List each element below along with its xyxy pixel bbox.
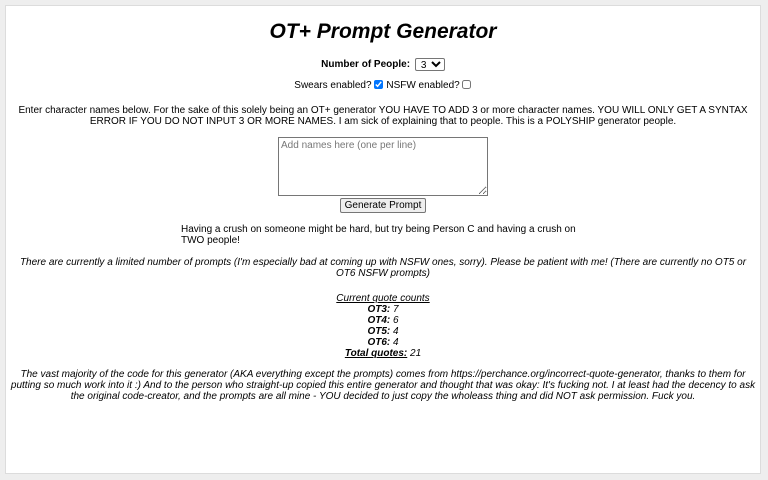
page-container <box>5 5 761 474</box>
quote-counts-heading: Current quote counts <box>336 293 430 305</box>
quote-count-label: OT5: <box>367 326 391 338</box>
swears-checkbox[interactable] <box>374 80 383 89</box>
quote-count-label: OT4: <box>367 315 391 327</box>
quote-count-value: 6 <box>393 315 399 327</box>
quote-count-value: 4 <box>393 337 399 349</box>
quote-count-row <box>6 326 760 337</box>
limited-notice: There are currently a limited number of prompts (I'm especially bad at coming up with NSFW ones, sorry). Please be patient with me! (There are currently no OT5 or OT6 NSFW prompts) <box>19 257 747 280</box>
generated-prompt-output: Having a crush on someone might be hard, but try being Person C and having a crush on TWO people! <box>181 224 576 247</box>
people-select[interactable] <box>415 58 445 71</box>
quote-count-value: 7 <box>393 304 399 316</box>
quote-total-row <box>6 348 760 359</box>
quote-count-row <box>6 304 760 315</box>
quote-count-row <box>6 337 760 348</box>
swears-label: Swears enabled? <box>294 80 372 92</box>
quote-total-label: Total quotes: <box>344 348 408 360</box>
quote-total-value: 21 <box>410 348 422 360</box>
credits-text: The vast majority of the code for this generator (AKA everything except the prompts) comes from https://perchance.org/incorrect-quote-generator, thanks to them for putting so much work into it :) And to the person who straight-up copied this entire generator and thought that was okay: It's fucking not. I at least had the decency to ask the original code-creator, and the prompts are all mine - YOU decided to just copy the wholeass thing and did NOT ask permission. Fuck you. <box>10 369 756 403</box>
generate-prompt-button[interactable]: Generate Prompt <box>340 198 427 213</box>
nsfw-checkbox[interactable] <box>462 80 471 89</box>
people-row <box>6 58 760 72</box>
instructions-text: Enter character names below. For the sake of this solely being an OT+ generator YOU HAVE TO ADD 3 or more character names. YOU WILL ONLY GET A SYNTAX ERROR IF YOU DO NOT INPUT 3 OR MORE NAMES. I am sick of explaining that to people. This is a POLYSHIP generator people. <box>18 105 748 128</box>
page-title: OT+ Prompt Generator <box>269 20 497 43</box>
quote-counts <box>6 293 760 359</box>
quote-count-row <box>6 315 760 326</box>
quote-count-value: 4 <box>393 326 399 338</box>
quote-count-label: OT3: <box>367 304 391 316</box>
quote-count-label: OT6: <box>367 337 391 349</box>
names-input[interactable] <box>278 137 488 196</box>
nsfw-label: NSFW enabled? <box>386 80 460 92</box>
toggles-row <box>6 79 760 93</box>
people-label: Number of People: <box>321 59 411 71</box>
